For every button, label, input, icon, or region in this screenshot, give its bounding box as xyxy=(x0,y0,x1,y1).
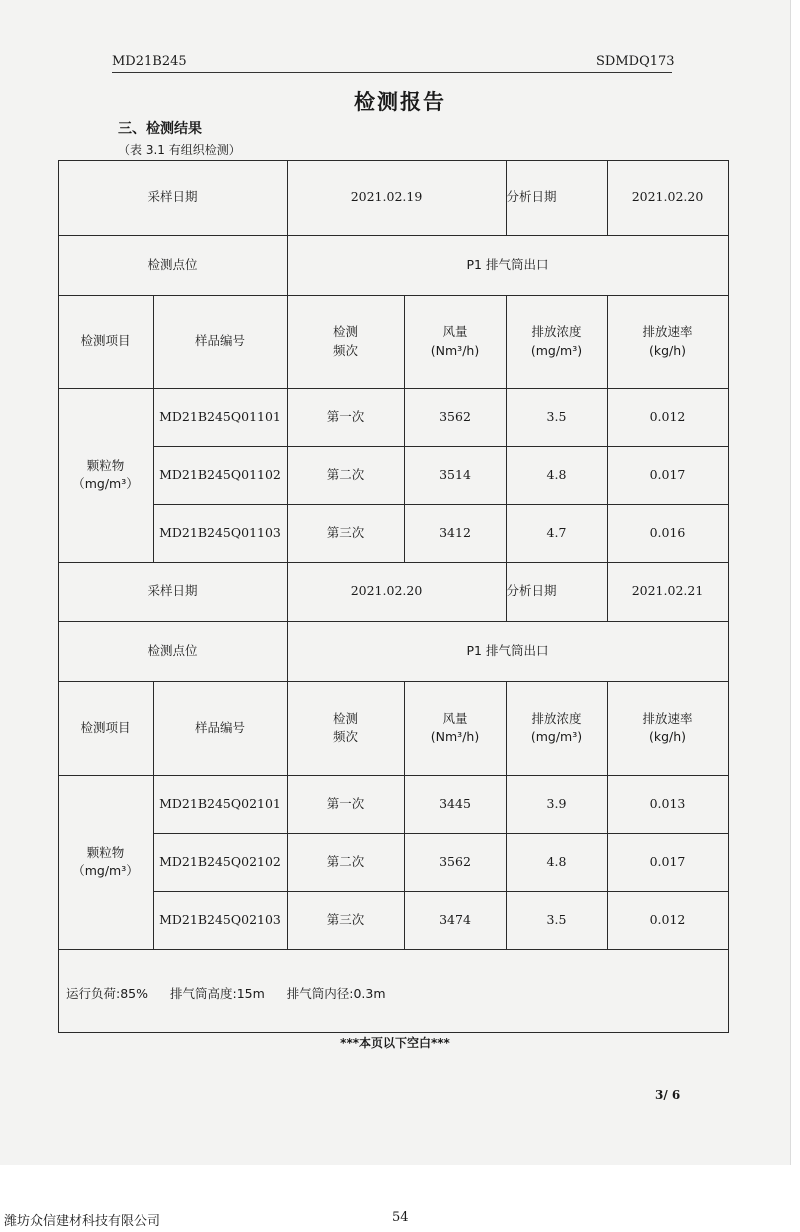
footer-company: 潍坊众信建材科技有限公司 xyxy=(4,1214,161,1229)
rate-cell: 0.016 xyxy=(649,524,686,540)
frequency-cell: 第一次 xyxy=(326,795,365,811)
table-vline xyxy=(728,160,729,1033)
sample-no-cell: MD21B245Q02102 xyxy=(159,853,281,869)
location-value: P1 排气筒出口 xyxy=(466,642,549,658)
airflow-cell: 3445 xyxy=(439,795,471,811)
frequency-cell: 第二次 xyxy=(326,466,365,482)
frequency-cell: 第三次 xyxy=(326,524,365,540)
concentration-cell: 4.8 xyxy=(546,853,567,869)
blank-note: ***本页以下空白*** xyxy=(340,1036,450,1050)
rate-header: 排放速率 (kg/h) xyxy=(642,324,693,358)
sample-no-cell: MD21B245Q02101 xyxy=(159,795,281,811)
location-value: P1 排气筒出口 xyxy=(466,256,549,272)
airflow-cell: 3562 xyxy=(439,853,471,869)
sample-no-header: 样品编号 xyxy=(194,719,245,735)
airflow-header: 风量 (Nm³/h) xyxy=(430,324,480,358)
rate-cell: 0.012 xyxy=(649,911,686,927)
rate-cell: 0.013 xyxy=(649,795,686,811)
frequency-header: 检测 频次 xyxy=(332,324,358,358)
pollutant-label: 颗粒物 （mg/m³） xyxy=(72,457,139,491)
frequency-cell: 第三次 xyxy=(326,911,365,927)
rate-header: 排放速率 (kg/h) xyxy=(642,710,693,744)
report-code-right: SDMDQ173 xyxy=(596,54,675,69)
concentration-header: 排放浓度 (mg/m³) xyxy=(530,710,583,744)
table-hline xyxy=(58,1032,729,1033)
height-note: 排气筒高度:15m xyxy=(169,986,265,1001)
item-header: 检测项目 xyxy=(80,333,131,349)
item-header: 检测项目 xyxy=(80,719,131,735)
concentration-cell: 4.8 xyxy=(546,466,567,482)
analysis-date-label: 分析日期 xyxy=(506,189,557,205)
concentration-cell: 3.9 xyxy=(546,795,567,811)
header-rule xyxy=(112,72,672,73)
table-hline xyxy=(58,949,729,950)
footer-page: 54 xyxy=(392,1210,409,1225)
concentration-cell: 3.5 xyxy=(546,408,567,424)
concentration-cell: 3.5 xyxy=(546,911,567,927)
concentration-header: 排放浓度 (mg/m³) xyxy=(530,324,583,358)
sample-no-cell: MD21B245Q02103 xyxy=(159,911,281,927)
location-label: 检测点位 xyxy=(147,642,198,658)
page-title: 检测报告 xyxy=(354,90,446,114)
frequency-header: 检测 频次 xyxy=(332,710,358,744)
analysis-date-value: 2021.02.21 xyxy=(631,583,704,599)
sample-no-cell: MD21B245Q01101 xyxy=(159,408,281,424)
airflow-cell: 3474 xyxy=(439,911,471,927)
page-number: 3/ 6 xyxy=(655,1088,681,1102)
pollutant-label: 颗粒物 （mg/m³） xyxy=(72,844,139,878)
rate-cell: 0.017 xyxy=(649,853,686,869)
sampling-date-value: 2021.02.19 xyxy=(350,189,423,205)
analysis-date-value: 2021.02.20 xyxy=(631,189,704,205)
load-note: 运行负荷:85% xyxy=(66,986,148,1001)
frequency-cell: 第二次 xyxy=(326,853,365,869)
sample-no-header: 样品编号 xyxy=(194,333,245,349)
sampling-date-value: 2021.02.20 xyxy=(350,583,423,599)
airflow-cell: 3412 xyxy=(439,524,471,540)
airflow-cell: 3514 xyxy=(439,466,471,482)
concentration-cell: 4.7 xyxy=(546,524,567,540)
location-label: 检测点位 xyxy=(147,256,198,272)
sampling-date-label: 采样日期 xyxy=(147,189,198,205)
diameter-note: 排气筒内径:0.3m xyxy=(286,986,386,1001)
sampling-date-label: 采样日期 xyxy=(147,583,198,599)
sample-no-cell: MD21B245Q01102 xyxy=(159,466,281,482)
airflow-cell: 3562 xyxy=(439,408,471,424)
airflow-header: 风量 (Nm³/h) xyxy=(430,710,480,744)
analysis-date-label: 分析日期 xyxy=(506,583,557,599)
rate-cell: 0.012 xyxy=(649,408,686,424)
frequency-cell: 第一次 xyxy=(326,408,365,424)
section-title: 三、检测结果 xyxy=(118,121,202,137)
operating-notes xyxy=(66,984,404,1002)
rate-cell: 0.017 xyxy=(649,466,686,482)
report-code-left: MD21B245 xyxy=(112,54,187,69)
sample-no-cell: MD21B245Q01103 xyxy=(159,524,281,540)
table-caption: （表 3.1 有组织检测） xyxy=(118,143,241,157)
